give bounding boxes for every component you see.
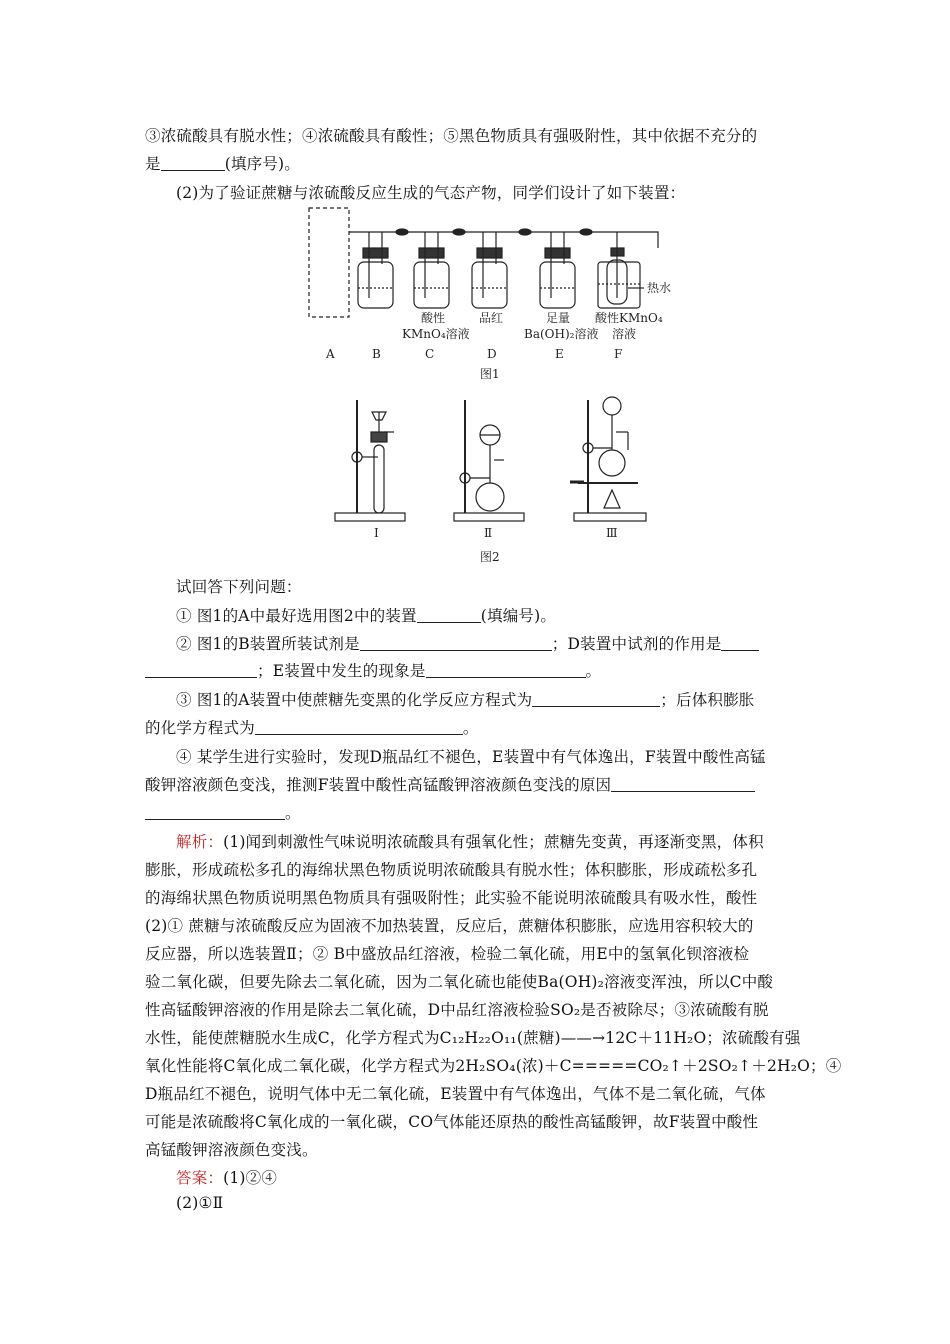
apparatus-a-box xyxy=(309,208,349,317)
q2-2-blank-a[interactable] xyxy=(360,636,552,651)
bottle-d xyxy=(472,232,507,308)
letter-d: D xyxy=(487,347,497,361)
numeral-i: Ⅰ xyxy=(374,526,379,540)
apparatus-iii xyxy=(570,397,646,521)
figure1-apparatus xyxy=(0,0,950,390)
analysis-line-10: D瓶品红不褪色，说明气体中无二氧化硫，E装置中有气体逸出，气体不是二氧化硫，气体 xyxy=(145,1085,766,1103)
f-label-bottom: 溶液 xyxy=(612,327,637,341)
question-3: ③ 图1的A装置中使蔗糖先变黑的化学反应方程式为 ；后体积膨胀 xyxy=(176,691,755,709)
bottle-f xyxy=(598,232,644,308)
hot-water-label: 热水 xyxy=(647,281,672,295)
q2-2-blank-d[interactable] xyxy=(426,663,586,678)
letter-e: E xyxy=(555,347,564,361)
numeral-iii: Ⅲ xyxy=(606,526,618,540)
question-2-cont: ；E装置中发生的现象是 。 xyxy=(145,659,601,681)
c-label-top: 酸性 xyxy=(421,311,446,325)
bottle-b xyxy=(358,232,393,308)
letter-c: C xyxy=(425,347,435,361)
question-3-cont: 的化学方程式为 。 xyxy=(145,719,479,737)
connecting-tubes xyxy=(349,232,658,248)
figure1-caption: 图1 xyxy=(480,367,500,381)
analysis-line-3: 的海绵状黑色物质说明黑色物质具有强吸附性；此实验不能说明浓硫酸具有吸水性，酸性 xyxy=(145,889,758,907)
answer-label: 答案： xyxy=(176,1169,224,1187)
q2-1-blank[interactable] xyxy=(417,608,481,623)
e-label-bottom: Ba(OH)₂溶液 xyxy=(524,327,599,341)
q1-continued-line: ③浓硫酸具有脱水性；④浓硫酸具有酸性；⑤黑色物质具有强吸附性，其中依据不充分的 xyxy=(145,127,758,145)
q2-2-blank-c[interactable] xyxy=(145,663,257,678)
bottle-e xyxy=(540,232,575,308)
d-label: 品红 xyxy=(479,311,504,325)
analysis-line-11: 可能是浓硫酸将C氧化成的一氧化碳，CO气体能还原热的酸性高锰酸钾，故F装置中酸性 xyxy=(145,1113,759,1131)
q2-3-blank-b[interactable] xyxy=(255,720,463,735)
analysis-line-1: 解析：(1)闻到刺激性气味说明浓硫酸具有强氧化性；蔗糖先变黄，再逐渐变黑，体积 xyxy=(176,833,764,851)
question-4-line3: 。 xyxy=(145,801,301,823)
apparatus-ii xyxy=(454,400,524,521)
q2-2-blank-b[interactable] xyxy=(721,636,759,651)
numeral-ii: Ⅱ xyxy=(484,526,493,540)
q2-3-blank-a[interactable] xyxy=(532,692,660,707)
analysis-line-8: 水性，能使蔗糖脱水生成C，化学方程式为C₁₂H₂₂O₁₁(蔗糖)——→12C＋11H₂O；浓硫酸有强 xyxy=(145,1029,801,1047)
question-4-line2: 酸钾溶液颜色变浅，推测F装置中酸性高锰酸钾溶液颜色变浅的原因 xyxy=(145,773,755,795)
analysis-line-9: 氧化性能将C氧化成二氧化碳，化学方程式为2H₂SO₄(浓)＋C=====CO₂↑＋2SO₂↑＋2H₂O；④ xyxy=(145,1057,842,1075)
figure2-caption: 图2 xyxy=(480,550,500,564)
c-label-bottom: KMnO₄溶液 xyxy=(402,327,470,341)
analysis-line-5: 反应器，所以选装置Ⅱ；② B中盛放品红溶液，检验二氧化硫，用E中的氢氧化钡溶液检 xyxy=(145,945,750,963)
answer-line-1: 答案：(1)②④ xyxy=(176,1169,278,1187)
analysis-line-12: 高锰酸钾溶液颜色变浅。 xyxy=(145,1141,318,1159)
f-label-top: 酸性KMnO₄ xyxy=(595,311,663,325)
analysis-label: 解析： xyxy=(176,833,224,851)
apparatus-i xyxy=(335,400,405,521)
q2-4-blank-a[interactable] xyxy=(611,777,755,792)
letter-b: B xyxy=(372,347,381,361)
analysis-line-2: 膨胀，形成疏松多孔的海绵状黑色物质说明浓硫酸具有脱水性；体积膨胀，形成疏松多孔 xyxy=(145,861,758,879)
q1-answer-line: 是 (填序号)。 xyxy=(145,155,300,173)
answer-line-2: (2)①Ⅱ xyxy=(176,1194,224,1212)
bottle-c xyxy=(414,232,449,308)
analysis-line-6: 验二氧化碳，但要先除去二氧化硫，因为二氧化硫也能使Ba(OH)₂溶液变浑浊，所以C中酸 xyxy=(145,973,774,991)
e-label-top: 足量 xyxy=(546,311,571,325)
question-1: ① 图1的A中最好选用图2中的装置 (填编号)。 xyxy=(176,607,557,625)
q2-4-blank-b[interactable] xyxy=(145,805,285,820)
letter-f: F xyxy=(614,347,623,361)
question-4-line1: ④ 某学生进行实验时，发现D瓶品红不褪色，E装置中有气体逸出，F装置中酸性高锰 xyxy=(176,748,766,766)
q2-intro: (2)为了验证蔗糖与浓硫酸反应生成的气态产物，同学们设计了如下装置： xyxy=(176,184,686,202)
letter-a: A xyxy=(326,347,335,361)
question-2: ② 图1的B装置所装试剂是 ；D装置中试剂的作用是 xyxy=(176,632,759,654)
figure2-apparatus xyxy=(0,390,950,570)
analysis-line-7: 性高锰酸钾溶液的作用是除去二氧化硫，D中品红溶液检验SO₂是否被除尽；③浓硫酸有脱 xyxy=(145,1001,769,1019)
analysis-line-4: (2)① 蔗糖与浓硫酸反应为固液不加热装置，反应后，蔗糖体积膨胀，应选用容积较大的 xyxy=(145,917,754,935)
questions-intro: 试回答下列问题： xyxy=(176,578,302,596)
